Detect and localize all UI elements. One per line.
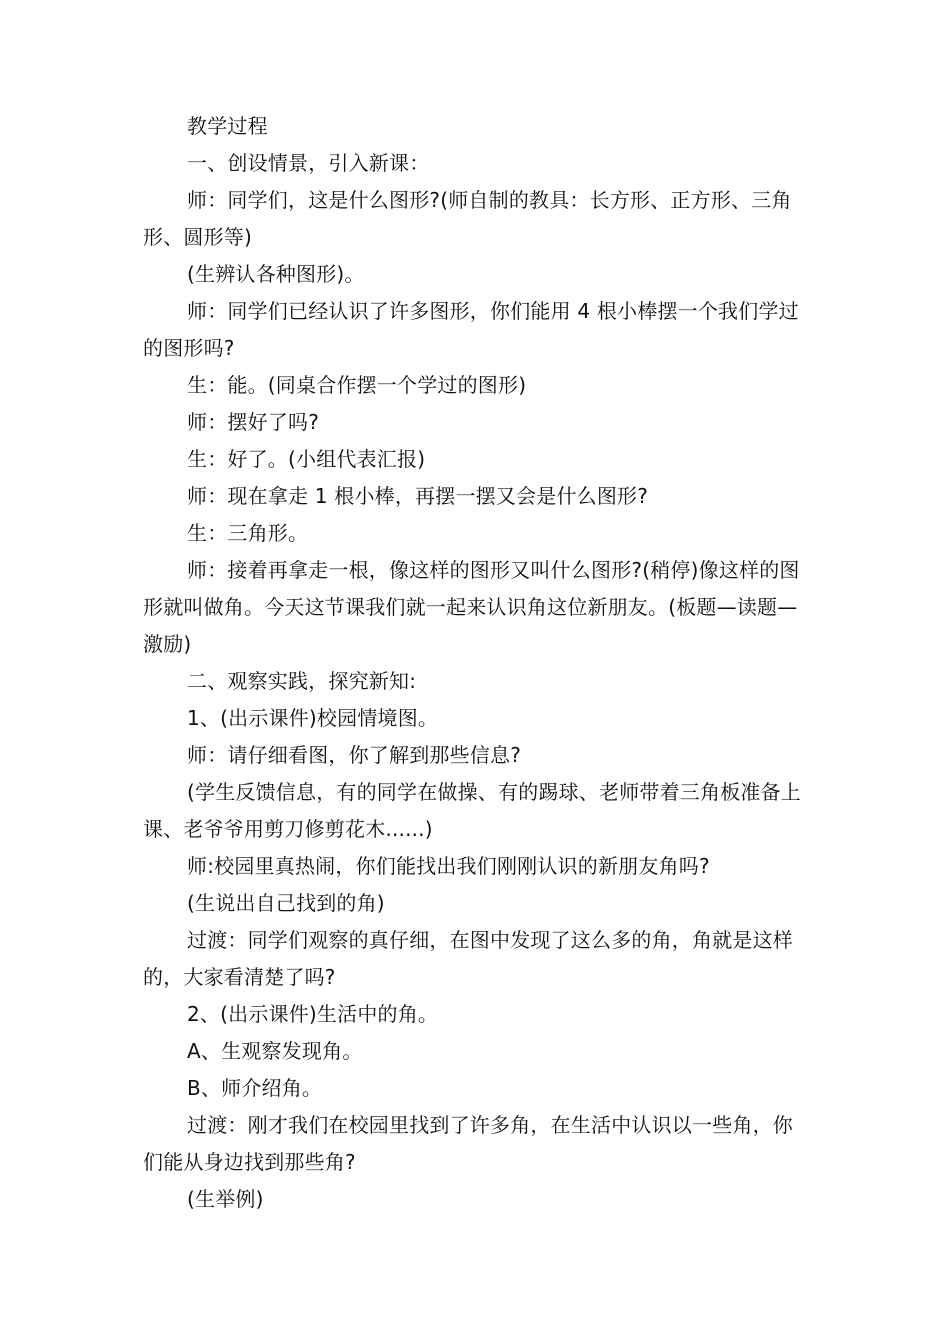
paragraph: 1、(出示课件)校园情境图。	[187, 706, 439, 730]
paragraph: 过渡：同学们观察的真仔细，在图中发现了这么多的角，角就是这样的，大家看清楚了吗?	[143, 928, 793, 989]
section-heading-1: 一、创设情景，引入新课：	[187, 151, 430, 175]
section-heading-2: 二、观察实践，探究新知:	[187, 669, 417, 693]
paragraph: B、师介绍角。	[187, 1076, 323, 1100]
paragraph: 师：同学们，这是什么图形?(师自制的教具：长方形、正方形、三角形、圆形等)	[143, 188, 792, 249]
paragraph-heading: 教学过程	[187, 114, 268, 138]
paragraph: (学生反馈信息，有的同学在做操、有的踢球、老师带着三角板准备上课、老爷爷用剪刀修剪花木......)	[143, 780, 802, 841]
document-body	[143, 108, 811, 1218]
paragraph: 生：三角形。	[187, 521, 309, 545]
paragraph: 生：好了。(小组代表汇报)	[187, 447, 426, 471]
paragraph: 生：能。(同桌合作摆一个学过的图形)	[187, 373, 527, 397]
paragraph: 师：摆好了吗?	[187, 410, 320, 434]
paragraph: 师:校园里真热闹，你们能找出我们刚刚认识的新朋友角吗?	[187, 854, 710, 878]
paragraph: 师：同学们已经认识了许多图形，你们能用 4 根小棒摆一个我们学过的图形吗?	[143, 299, 799, 360]
paragraph: (生说出自己找到的角)	[187, 891, 385, 915]
paragraph: (生辨认各种图形)。	[187, 262, 365, 286]
paragraph: 过渡：刚才我们在校园里找到了许多角，在生活中认识以一些角，你们能从身边找到那些角?	[143, 1113, 793, 1174]
paragraph: 师：接着再拿走一根，像这样的图形又叫什么图形?(稍停)像这样的图形就叫做角。今天这节课我们就一起来认识角这位新朋友。(板题—读题—激励)	[143, 558, 800, 656]
paragraph: (生举例)	[187, 1187, 264, 1211]
paragraph: A、生观察发现角。	[187, 1039, 363, 1063]
paragraph: 师：请仔细看图，你了解到那些信息?	[187, 743, 522, 767]
paragraph: 2、(出示课件)生活中的角。	[187, 1002, 439, 1026]
paragraph: 师：现在拿走 1 根小棒，再摆一摆又会是什么图形?	[187, 484, 649, 508]
